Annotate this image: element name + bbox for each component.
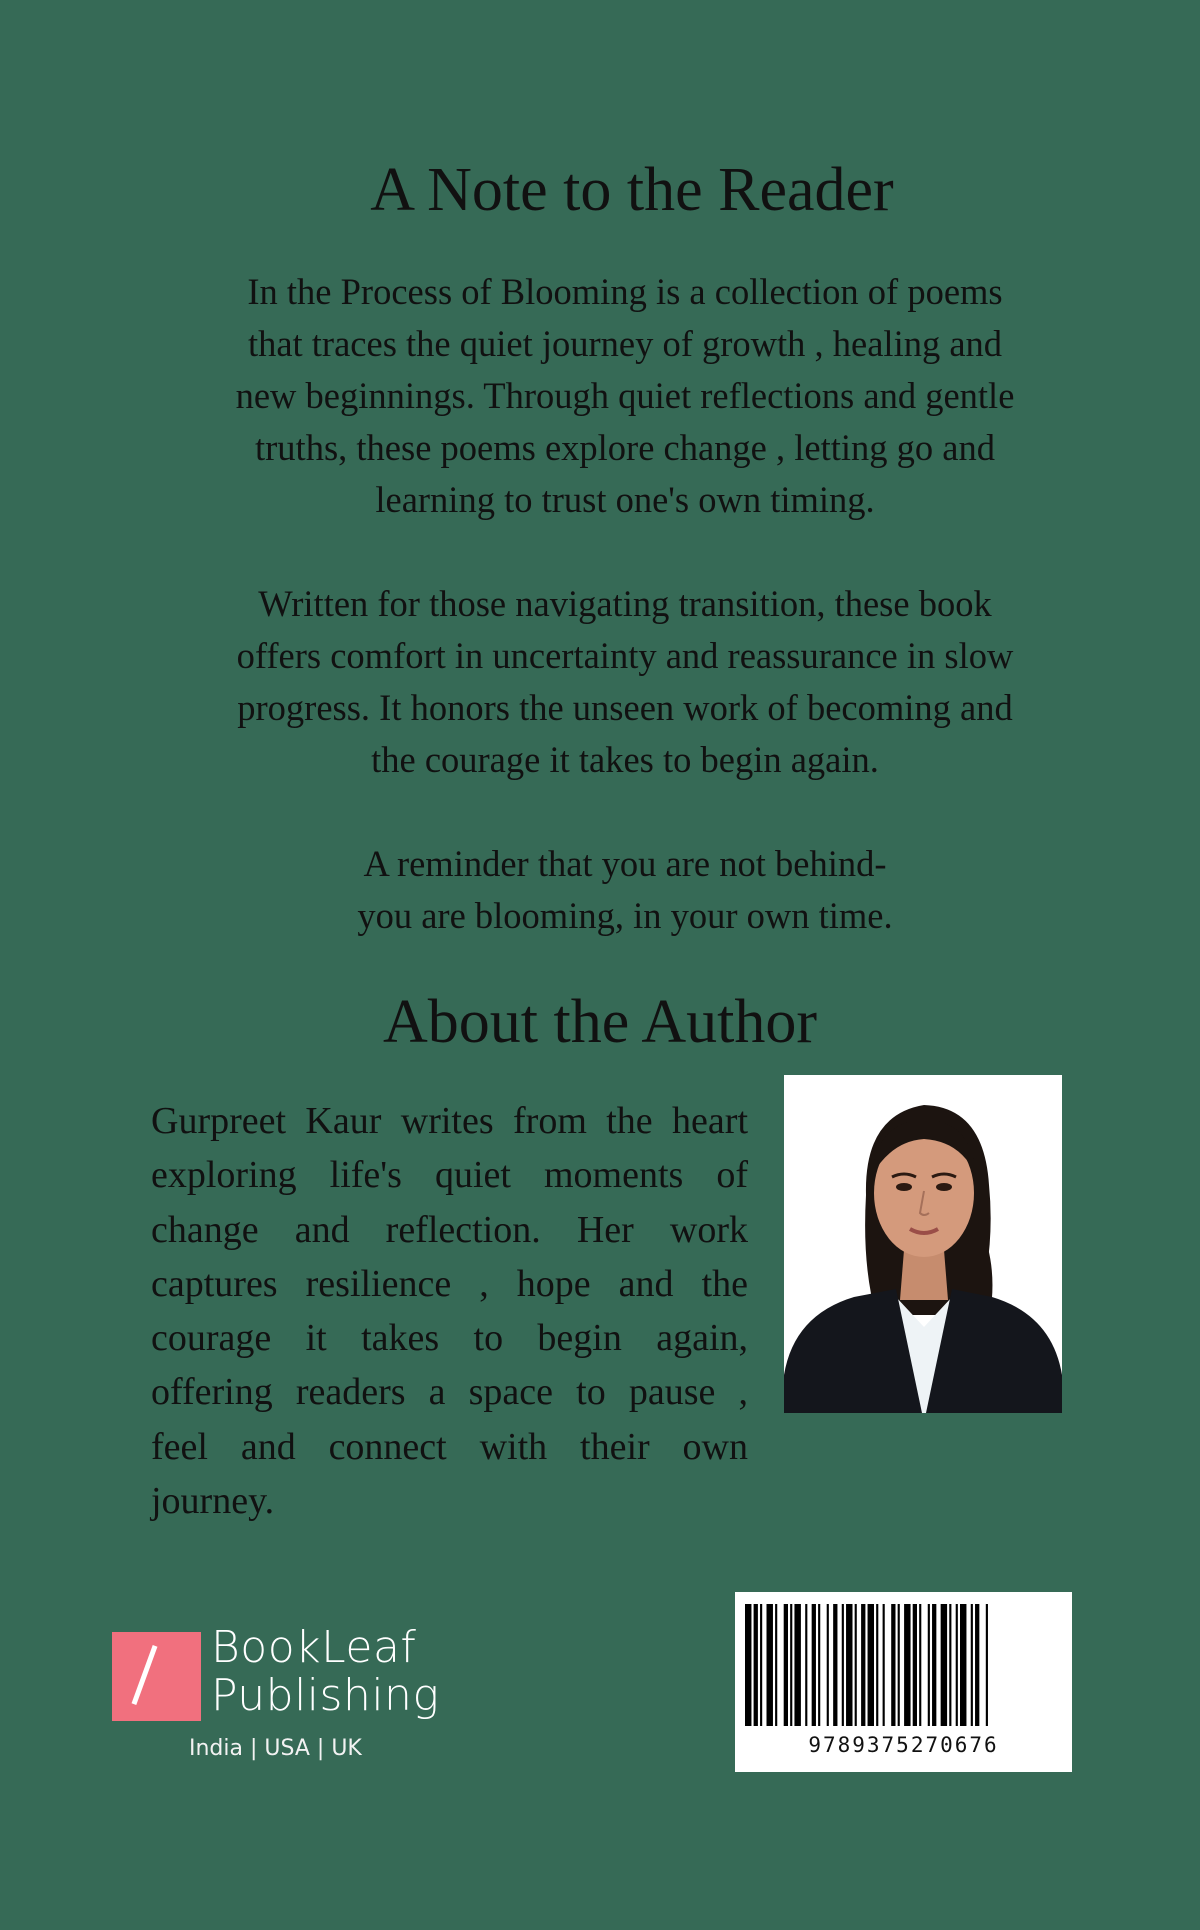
barcode-bar	[827, 1604, 829, 1726]
barcode-bar	[861, 1604, 865, 1726]
barcode-bar	[898, 1604, 900, 1726]
barcode-bar	[876, 1604, 878, 1726]
author-portrait-icon	[784, 1075, 1062, 1413]
barcode-bar	[767, 1604, 773, 1726]
note-line: new beginnings. Through quiet reflections and gentle	[235, 375, 1015, 416]
note-line: learning to trust one's own timing.	[375, 479, 875, 520]
barcode-bar	[904, 1604, 910, 1726]
bio-line: Gurpreet Kaur writes from the heart	[151, 1100, 748, 1142]
barcode-bar	[975, 1604, 979, 1726]
barcode-bar	[883, 1604, 885, 1726]
note-line: offers comfort in uncertainty and reassurance in slow	[236, 635, 1014, 676]
slash-logo-icon	[112, 1632, 201, 1721]
note-line: that traces the quiet journey of growth , healing and	[247, 323, 1003, 364]
publisher-name-line1: BookLeaf	[211, 1622, 417, 1673]
barcode-icon	[745, 1604, 1062, 1726]
barcode-bar	[818, 1604, 820, 1726]
barcode-bar	[745, 1604, 751, 1726]
barcode-bar	[932, 1604, 936, 1726]
barcode-bar	[919, 1604, 921, 1726]
barcode-bar	[754, 1604, 758, 1726]
barcode-bar	[986, 1604, 988, 1726]
bio-line: change and reflection. Her work	[151, 1208, 748, 1251]
note-heading: A Note to the Reader	[370, 156, 894, 224]
note-line: the courage it takes to begin again.	[371, 739, 879, 780]
barcode-bar	[790, 1604, 792, 1726]
bio-line: captures resilience , hope and the	[151, 1262, 748, 1305]
isbn-number: 9789375270676	[808, 1733, 999, 1757]
note-paragraph-2	[180, 578, 1070, 786]
barcode-bar	[760, 1604, 762, 1726]
barcode-bar	[960, 1604, 966, 1726]
barcode-bar	[941, 1604, 947, 1726]
barcode-bar	[812, 1604, 816, 1726]
barcode-bar	[855, 1604, 857, 1726]
note-line: A reminder that you are not behind-	[363, 843, 887, 884]
barcode-bar	[868, 1604, 874, 1726]
barcode-bar	[891, 1604, 895, 1726]
barcode-bar	[956, 1604, 958, 1726]
barcode-bar	[928, 1604, 930, 1726]
note-line: you are blooming, in your own time.	[357, 895, 893, 936]
barcode-bar	[842, 1604, 844, 1726]
note-line: truths, these poems explore change , letting go and	[255, 427, 995, 468]
isbn-barcode	[735, 1592, 1072, 1772]
barcode-bar	[971, 1604, 973, 1726]
author-bio	[151, 1094, 748, 1528]
note-line: Written for those navigating transition, these book	[258, 583, 992, 624]
barcode-bar	[784, 1604, 788, 1726]
bio-line: offering readers a space to pause ,	[151, 1371, 748, 1414]
barcode-bar	[949, 1604, 951, 1726]
publisher-regions: India | USA | UK	[189, 1736, 362, 1761]
author-photo	[784, 1075, 1062, 1413]
author-heading: About the Author	[383, 988, 817, 1056]
publisher-name-line2: Publishing	[211, 1670, 440, 1721]
note-line: In the Process of Blooming is a collection of poems	[247, 271, 1003, 312]
bio-line: journey.	[151, 1480, 275, 1523]
bio-line: exploring life's quiet moments of	[151, 1154, 748, 1197]
note-paragraph-1	[180, 266, 1070, 526]
bio-line: courage it takes to begin again,	[151, 1317, 748, 1360]
barcode-bar	[805, 1604, 807, 1726]
note-paragraph-3	[180, 838, 1070, 942]
barcode-bar	[913, 1604, 917, 1726]
bio-line: feel and connect with their own	[151, 1425, 748, 1468]
note-line: progress. It honors the unseen work of becoming and	[237, 687, 1013, 728]
barcode-bar	[794, 1604, 800, 1726]
barcode-bar	[833, 1604, 837, 1726]
barcode-bar	[775, 1604, 777, 1726]
barcode-bar	[846, 1604, 852, 1726]
